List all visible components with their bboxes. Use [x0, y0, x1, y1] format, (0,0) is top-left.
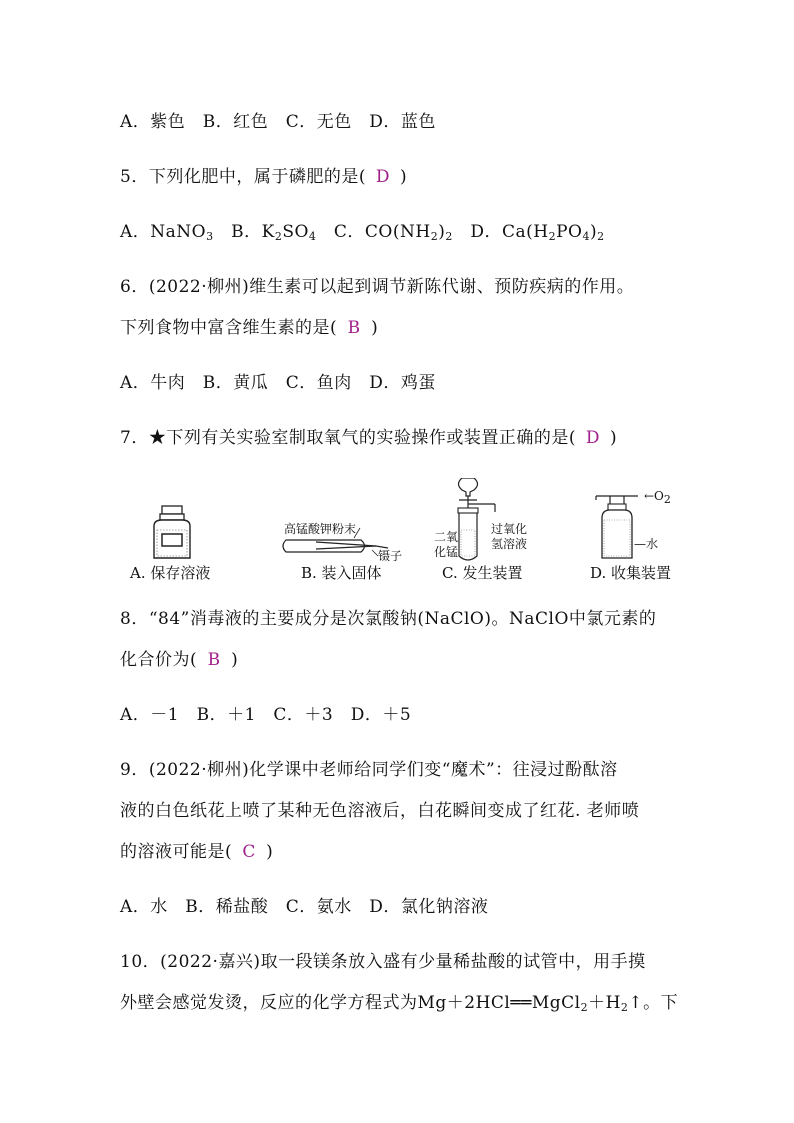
q9-stem-text: 的溶液可能是( — [120, 842, 233, 862]
q9-line1: 9．(2022·柳州)化学课中老师给同学们变“魔术”：往浸过酚酞溶 — [120, 760, 618, 780]
q9-options: A．水 B．稀盐酸 C．氨水 D．氯化钠溶液 — [120, 897, 489, 917]
q10-line2-mid: ＋H — [588, 993, 621, 1013]
q10-sub1: 2 — [580, 1001, 589, 1014]
q8-line1: 8．“84”消毒液的主要成分是次氯酸钠(NaClO)。NaClO中氯元素的 — [120, 609, 657, 629]
fig-d-oxygen-label — [644, 489, 671, 506]
q6-answer: B — [347, 318, 361, 338]
fig-c-label: C. 发生装置 — [442, 564, 523, 582]
q5-option-d-sub3: 2 — [597, 230, 605, 243]
q5-option-b-mid: SO — [282, 222, 309, 242]
q5-stem — [120, 162, 407, 187]
reagent-bottle-figure — [148, 478, 198, 562]
q6-stem-close: ) — [371, 318, 379, 338]
fig-d-water-label: —水 — [634, 537, 659, 551]
fig-b-tweezers-label: 镊子 — [378, 549, 403, 563]
q5-option-c-sub2: 2 — [445, 230, 453, 243]
fig-d-text1-sub: 2 — [663, 493, 671, 506]
q5-option-d: D．Ca(H — [452, 222, 549, 242]
fig-c-manganese-label — [434, 530, 458, 560]
fig-d-text1: ←O — [644, 489, 664, 503]
q7-stem — [120, 423, 617, 448]
q5-option-d-post: ) — [589, 222, 598, 242]
fig-c-text4: 氢溶液 — [491, 537, 528, 551]
q6-stem-text: 下列食物中富含维生素的是( — [120, 318, 338, 338]
q10-line2 — [120, 988, 678, 1014]
q5-option-b: B．K — [213, 222, 275, 242]
q5-option-a-sub: 3 — [206, 230, 214, 243]
q5-options — [120, 217, 605, 243]
q6-line1: 6．(2022·柳州)维生素可以起到调节新陈代谢、预防疾病的作用。 — [120, 277, 635, 297]
q9-line3 — [120, 837, 273, 862]
q5-option-b-sub2: 4 — [308, 230, 317, 243]
q9-line2: 液的白色纸花上喷了某种无色溶液后，白花瞬间变成了红花. 老师喷 — [120, 801, 640, 821]
q4-options: A．紫色 B．红色 C．无色 D．蓝色 — [120, 112, 436, 132]
q5-option-c-post: ) — [438, 222, 446, 242]
q10-sub2: 2 — [620, 1001, 629, 1014]
q8-answer: B — [207, 650, 221, 670]
q8-options: A．－1 B．＋1 C．＋3 D．＋5 — [120, 705, 412, 725]
q8-stem-close: ) — [231, 650, 239, 670]
q5-option-c: C．CO(NH — [316, 222, 431, 242]
fig-a-label: A. 保存溶液 — [130, 564, 211, 582]
q9-answer: C — [242, 842, 256, 862]
q5-option-d-sub1: 2 — [548, 230, 557, 243]
q6-line2 — [120, 313, 378, 338]
fig-b-powder-label: 高锰酸钾粉末 — [284, 522, 357, 536]
q5-option-c-sub: 2 — [430, 230, 439, 243]
q5-stem-text: 5．下列化肥中，属于磷肥的是( — [120, 167, 366, 187]
q5-option-b-sub1: 2 — [274, 230, 283, 243]
q8-stem-text: 化合价为( — [120, 650, 198, 670]
q5-answer: D — [375, 167, 391, 187]
q7-answer: D — [585, 428, 601, 448]
q9-stem-close: ) — [266, 842, 274, 862]
fig-c-text3: 过氧化 — [491, 522, 528, 536]
q6-options: A．牛肉 B．黄瓜 C．鱼肉 D．鸡蛋 — [120, 373, 436, 393]
fig-c-peroxide-label — [491, 522, 527, 552]
fig-d-label: D. 收集装置 — [590, 564, 672, 582]
q5-option-a: A．NaNO — [120, 222, 207, 242]
q10-line2-end: ↑。下 — [628, 993, 679, 1013]
q7-stem-text: 7．★下列有关实验室制取氧气的实验操作或装置正确的是( — [120, 428, 576, 448]
fig-c-text2: 化锰 — [434, 545, 459, 559]
fig-d-text2: 水 — [646, 537, 659, 551]
q5-stem-close: ) — [399, 167, 408, 187]
q10-line2-text: 外壁会感觉发烫，反应的化学方程式为Mg＋2HCl══MgCl — [120, 993, 581, 1013]
q8-line2 — [120, 645, 238, 670]
fig-c-text1: 二氧 — [434, 530, 459, 544]
q5-option-d-sub2: 4 — [582, 230, 590, 243]
q5-option-d-mid: PO — [556, 222, 583, 242]
q7-stem-close: ) — [609, 428, 618, 448]
q10-line1: 10．(2022·嘉兴)取一段镁条放入盛有少量稀盐酸的试管中，用手摸 — [120, 952, 646, 972]
fig-b-label: B. 装入固体 — [301, 564, 382, 582]
